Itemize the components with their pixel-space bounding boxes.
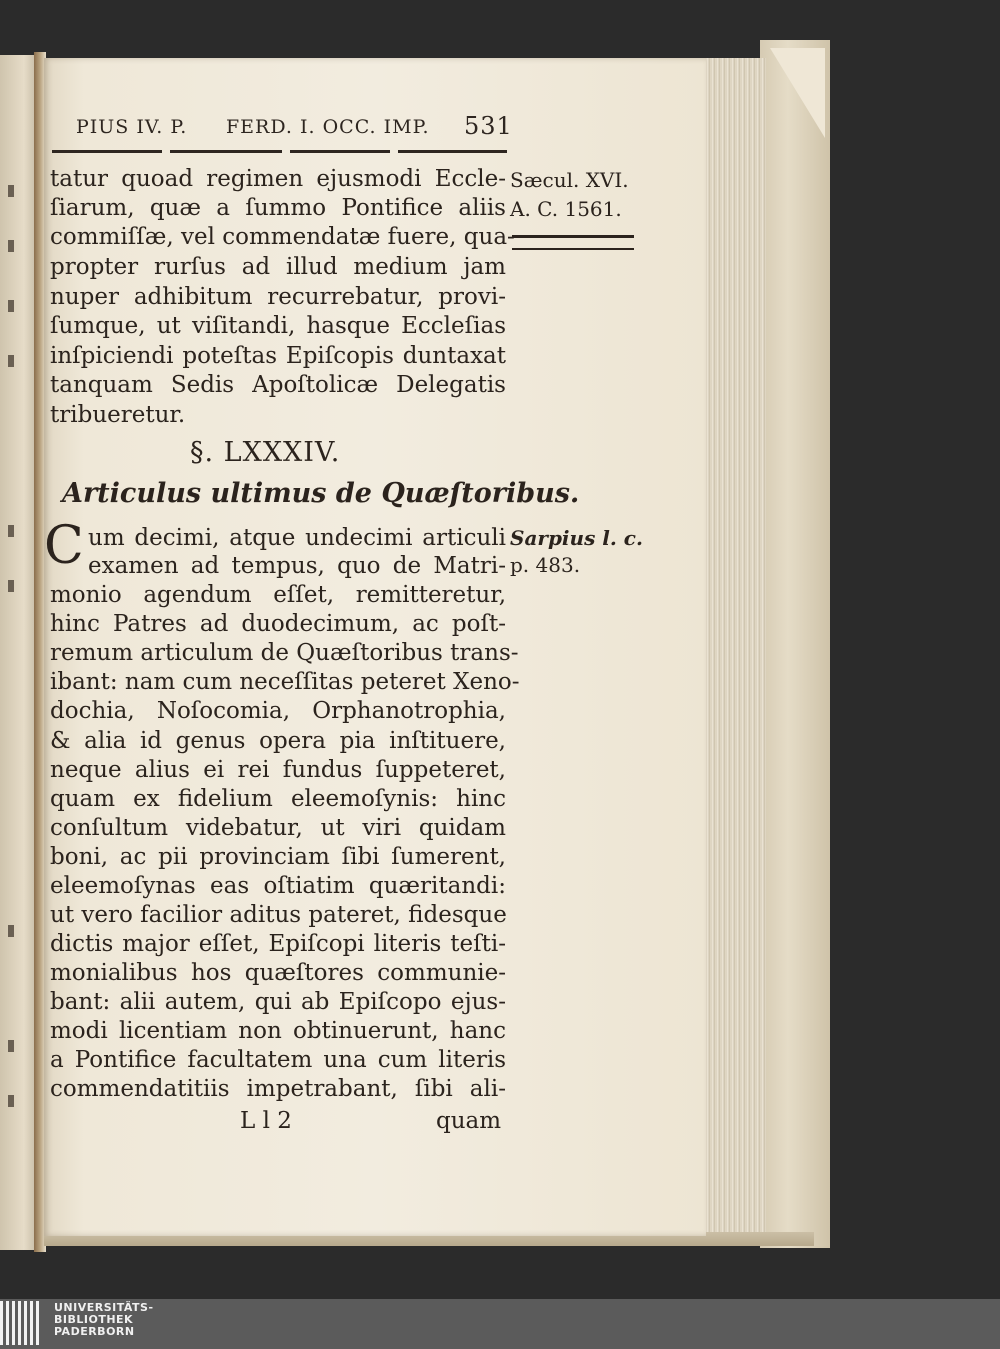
left-page-text-fragment (8, 525, 14, 537)
text-line: tatur quoad regimen ejusmodi Eccle- (50, 166, 506, 192)
drop-cap: C (44, 516, 84, 576)
section-title: Articulus ultimus de Quæſtoribus. (62, 478, 580, 509)
text-line: hinc Patres ad duodecimum, ac poſt- (50, 611, 506, 637)
text-line: boni, ac pii provinciam ſibi ſumerent, (50, 844, 506, 870)
head-rule (52, 150, 507, 154)
margin-note-source: Sarpius l. c. (510, 526, 643, 550)
vellum-cover-flap (760, 40, 830, 1248)
text-line: commiſſæ, vel commendatæ fuere, qua- (50, 224, 515, 250)
left-page-text-fragment (8, 580, 14, 592)
text-line: ſumque, ut viſitandi, hasque Eccleſias (50, 313, 506, 339)
running-head (76, 112, 516, 146)
text-line: ſiarum, quæ a ſummo Pontifice aliis (50, 195, 506, 221)
text-line: conſultum videbatur, ut viri quidam (50, 815, 506, 841)
text-line: tribueretur. (50, 402, 186, 428)
text-line: ut vero facilior aditus pateret, fidesque (50, 902, 507, 928)
text-line: propter rurſus ad illud medium jam (50, 254, 506, 280)
text-line: nuper adhibitum recurrebatur, provi- (50, 284, 506, 310)
library-logo-icon (0, 1301, 46, 1345)
margin-note-source-page: p. 483. (510, 553, 581, 577)
left-page-text-fragment (8, 185, 14, 197)
running-head-center: FERD. I. OCC. IMP. (226, 116, 430, 138)
margin-note-saeculum: Sæcul. XVI. (510, 168, 629, 192)
page-block-edges (696, 58, 766, 1234)
page-number: 531 (464, 112, 513, 140)
text-line: dictis major eſſet, Epiſcopi literis teſti- (50, 931, 506, 957)
text-line: neque alius ei rei fundus ſuppeteret, (50, 757, 506, 783)
text-line: & alia id genus opera pia inſtituere, (50, 728, 506, 754)
text-line: commendatitiis impetrabant, ſibi ali- (50, 1076, 506, 1102)
text-line: monialibus hos quæſtores communie- (50, 960, 506, 986)
text-line: dochia, Noſocomia, Orphanotrophia, (50, 698, 506, 724)
library-name-line: BIBLIOTHEK (54, 1313, 134, 1326)
margin-note-anno: A. C. 1561. (510, 197, 622, 221)
text-line: monio agendum eſſet, remitteretur, (50, 582, 506, 608)
left-page-text-fragment (8, 1040, 14, 1052)
signature-mark: L l 2 (240, 1108, 292, 1134)
catchword: quam (436, 1108, 502, 1134)
text-line: um decimi, atque undecimi articuli (88, 525, 506, 551)
section-number: §. LXXXIV. (190, 437, 341, 468)
text-line: quam ex fidelium eleemoſynis: hinc (50, 786, 506, 812)
left-page-text-fragment (8, 300, 14, 312)
text-line: tanquam Sedis Apoſtolicæ Delegatis (50, 372, 506, 398)
library-name-line: PADERBORN (54, 1325, 135, 1338)
text-line: inſpiciendi poteſtas Epiſcopis duntaxat (50, 343, 506, 369)
text-line: remum articulum de Quæſtoribus trans- (50, 640, 519, 666)
running-head-left: PIUS IV. P. (76, 116, 188, 138)
library-name-line: UNIVERSITÄTS- (54, 1301, 154, 1314)
cover-flap-corner (770, 48, 825, 138)
left-page-text-fragment (8, 355, 14, 367)
text-line: eleemoſynas eas oſtiatim quæritandi: (50, 873, 506, 899)
text-line: a Pontifice facultatem una cum literis (50, 1047, 506, 1073)
text-line: bant: alii autem, qui ab Epiſcopo ejus- (50, 989, 506, 1015)
left-page-text-fragment (8, 925, 14, 937)
left-page-text-fragment (8, 1095, 14, 1107)
text-line: modi licentiam non obtinuerunt, hanc (50, 1018, 506, 1044)
text-line: ibant: nam cum neceſſitas peteret Xeno- (50, 669, 520, 695)
text-line: examen ad tempus, quo de Matri- (88, 553, 506, 579)
library-name (54, 1302, 154, 1338)
left-page-text-fragment (8, 240, 14, 252)
margin-rule (512, 235, 634, 250)
